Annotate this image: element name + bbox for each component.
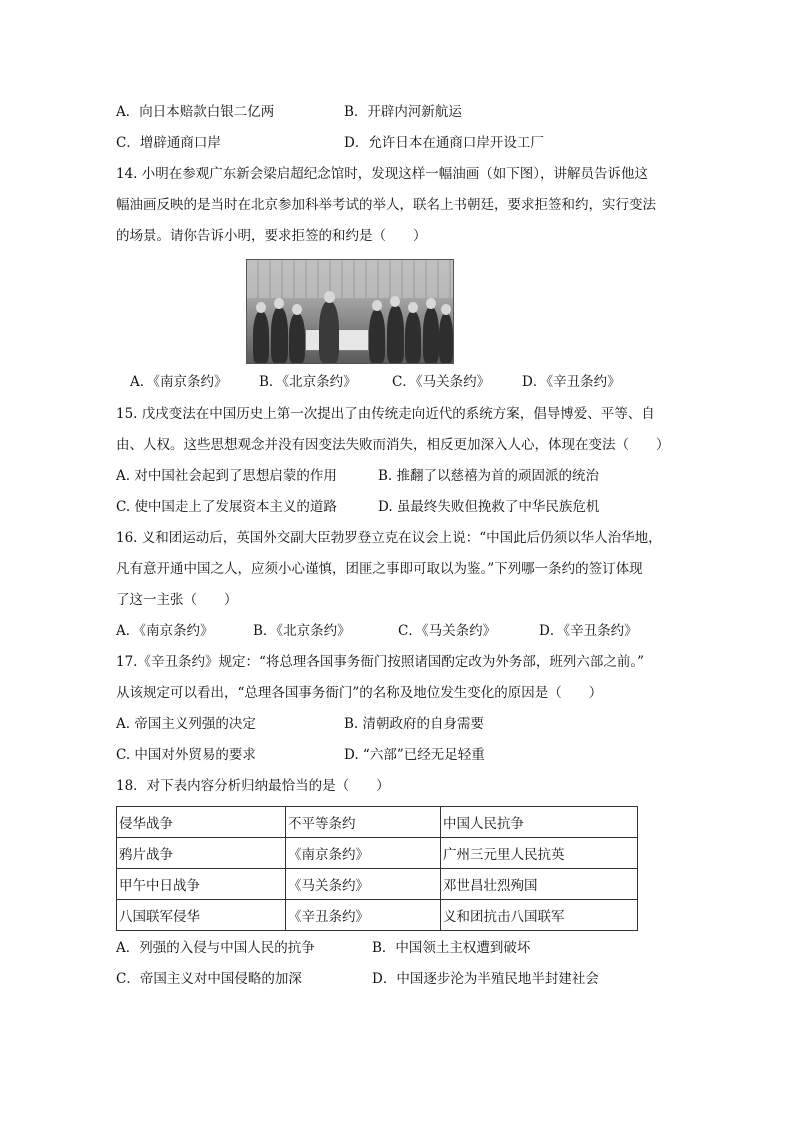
table-cell: 义和团抗击八国联军 <box>441 900 638 931</box>
q16-option-c: C．《马关条约》 <box>398 623 497 639</box>
table-header-cell: 中国人民抗争 <box>441 807 638 838</box>
q14-stem-line-1: 14. 小明在参观广东新会梁启超纪念馆时，发现这样一幅油画（如下图），讲解员告诉他这 <box>116 166 649 182</box>
table-header-cell: 侵华战争 <box>117 807 286 838</box>
q17-stem-line-1: 17.《辛丑条约》规定：“将总理各国事务衙门按照诸国酌定改为外务部，班列六部之前。” <box>116 654 645 670</box>
q17-stem-line-2: 从该规定可以看出，“总理各国事务衙门”的名称及地位发生变化的原因是（ ） <box>116 685 603 701</box>
table-cell: 八国联军侵华 <box>117 900 286 931</box>
q15-stem-line-1: 15. 戊戌变法在中国历史上第一次提出了由传统走向近代的系统方案，倡导博爱、平等、自 <box>116 406 655 422</box>
q15-option-c: C. 使中国走上了发展资本主义的道路 <box>116 499 337 515</box>
table-cell: 《辛丑条约》 <box>286 900 441 931</box>
table-cell: 广州三元里人民抗英 <box>441 838 638 869</box>
table-row <box>117 838 638 869</box>
q17-option-c: C. 中国对外贸易的要求 <box>116 747 256 763</box>
table-row <box>117 869 638 900</box>
table-cell: 《马关条约》 <box>286 869 441 900</box>
q16-stem-line-2: 凡有意开通中国之人，应须小心谨慎，团匪之事即可取以为鉴。”下列哪一条约的签订体现 <box>116 561 643 577</box>
q13-option-c: C．增辟通商口岸 <box>116 135 221 151</box>
q14-stem-line-2: 幅油画反映的是当时在北京参加科举考试的举人，联名上书朝廷，要求拒签和约，实行变法 <box>116 197 656 213</box>
q16-option-d: D．《辛丑条约》 <box>539 623 638 639</box>
table-cell: 甲午中日战争 <box>117 869 286 900</box>
q18-table <box>116 806 638 931</box>
q14-option-b: B．《北京条约》 <box>259 374 357 390</box>
q18-stem: 18．对下表内容分析归纳最恰当的是（ ） <box>116 778 390 794</box>
q18-option-b: B．中国领土主权遭到破坏 <box>372 940 531 956</box>
q16-option-a: A．《南京条约》 <box>116 623 214 639</box>
q15-option-b: B. 推翻了以慈禧为首的顽固派的统治 <box>378 468 600 484</box>
q14-stem-line-3: 的场景。请你告诉小明，要求拒签的和约是（ ） <box>116 228 427 244</box>
table-cell: 鸦片战争 <box>117 838 286 869</box>
q13-option-a: A．向日本赔款白银二亿两 <box>116 104 275 120</box>
q16-stem-line-1: 16. 义和团运动后，英国外交副大臣勃罗登立克在议会上说：“中国此后仍须以华人治华地， <box>116 530 662 546</box>
q13-option-d: D．允许日本在通商口岸开设工厂 <box>344 135 544 151</box>
q16-stem-line-3: 了这一主张（ ） <box>116 592 238 608</box>
table-header-cell: 不平等条约 <box>286 807 441 838</box>
q15-stem-line-2: 由、人权。这些思想观念并没有因变法失败而消失，相反更加深入人心，体现在变法（ ） <box>116 437 670 453</box>
q15-option-a: A. 对中国社会起到了思想启蒙的作用 <box>116 468 337 484</box>
q14-option-a: A．《南京条约》 <box>130 374 228 390</box>
table-cell: 《南京条约》 <box>286 838 441 869</box>
q17-option-b: B. 清朝政府的自身需要 <box>344 716 485 732</box>
q17-option-d: D. “六部”已经无足轻重 <box>344 747 485 763</box>
table-row <box>117 807 638 838</box>
q18-option-c: C．帝国主义对中国侵略的加深 <box>116 971 302 987</box>
q13-option-b: B．开辟内河新航运 <box>344 104 462 120</box>
table-row <box>117 900 638 931</box>
q18-option-a: A．列强的入侵与中国人民的抗争 <box>116 940 315 956</box>
q14-oil-painting-image <box>246 259 454 364</box>
q15-option-d: D. 虽最终失败但挽救了中华民族危机 <box>378 499 600 515</box>
q18-option-d: D．中国逐步沦为半殖民地半封建社会 <box>372 971 599 987</box>
q16-option-b: B．《北京条约》 <box>253 623 351 639</box>
q14-option-d: D．《辛丑条约》 <box>522 374 621 390</box>
table-cell: 邓世昌壮烈殉国 <box>441 869 638 900</box>
q17-option-a: A. 帝国主义列强的决定 <box>116 716 256 732</box>
q14-option-c: C．《马关条约》 <box>392 374 491 390</box>
